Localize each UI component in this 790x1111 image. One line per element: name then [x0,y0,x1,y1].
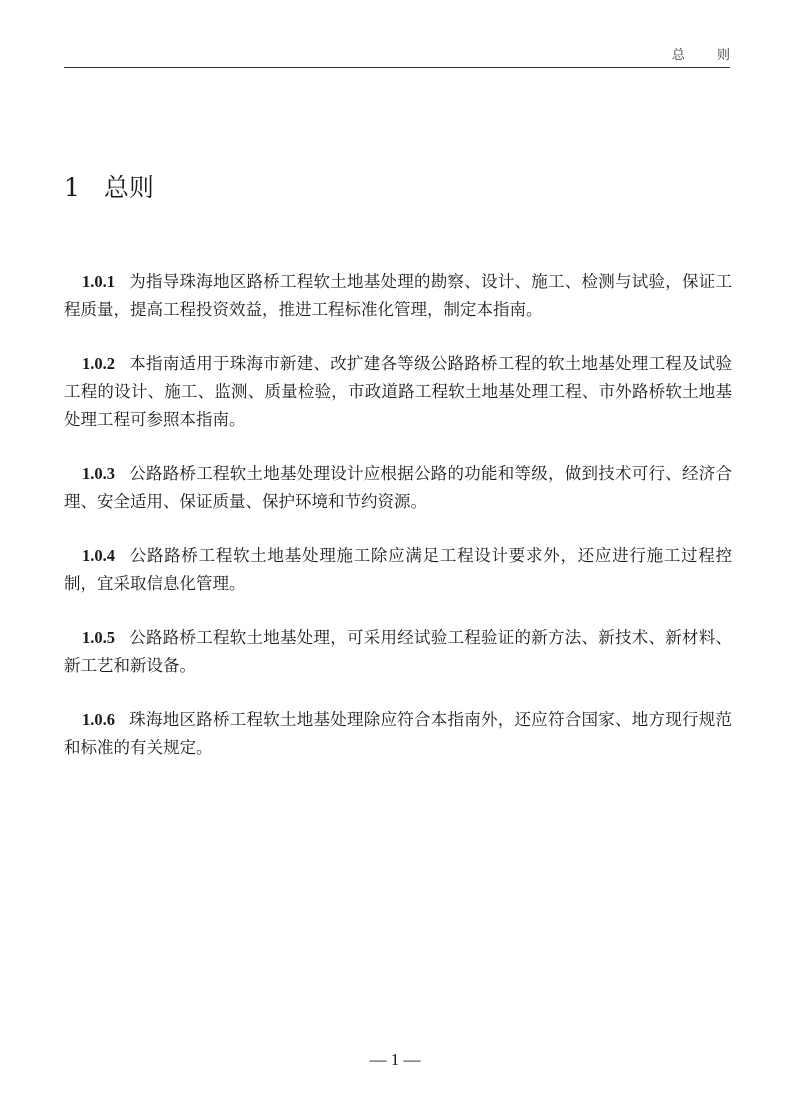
clause-list [64,268,732,788]
clause-text: 为指导珠海地区路桥工程软土地基处理的勘察、设计、施工、检测与试验，保证工程质量，提高工程投资效益，推进工程标准化管理，制定本指南。 [64,272,732,319]
clause-1-0-5 [64,624,732,680]
clause-text: 公路路桥工程软土地基处理设计应根据公路的功能和等级，做到技术可行、经济合理、安全适用、保证质量、保护环境和节约资源。 [64,464,732,511]
clause-1-0-6 [64,706,732,762]
running-header: 总 则 [671,48,744,63]
clause-number: 1.0.5 [82,628,115,647]
clause-number: 1.0.1 [82,272,115,291]
clause-1-0-3 [64,460,732,516]
clause-text: 公路路桥工程软土地基处理施工除应满足工程设计要求外，还应进行施工过程控制，宜采取信息化管理。 [64,546,732,593]
clause-1-0-2 [64,350,732,434]
clause-text: 珠海地区路桥工程软土地基处理除应符合本指南外，还应符合国家、地方现行规范和标准的有关规定。 [64,710,732,757]
clause-1-0-1 [64,268,732,324]
chapter-title-text: 总则 [103,173,154,202]
clause-text: 公路路桥工程软土地基处理，可采用经试验工程验证的新方法、新技术、新材料、新工艺和新设备。 [64,628,732,675]
chapter-number: 1 [64,173,80,202]
clause-text: 本指南适用于珠海市新建、改扩建各等级公路路桥工程的软土地基处理工程及试验工程的设计、施工、监测、质量检验，市政道路工程软土地基处理工程、市外路桥软土地基处理工程可参照本指南。 [64,354,732,429]
clause-number: 1.0.6 [82,710,115,729]
chapter-title [64,168,154,204]
header-rule [64,67,730,68]
page-number: — 1 — [369,1050,421,1069]
clause-number: 1.0.4 [82,546,115,565]
clause-1-0-4 [64,542,732,598]
clause-number: 1.0.3 [82,464,115,483]
clause-number: 1.0.2 [82,354,115,373]
